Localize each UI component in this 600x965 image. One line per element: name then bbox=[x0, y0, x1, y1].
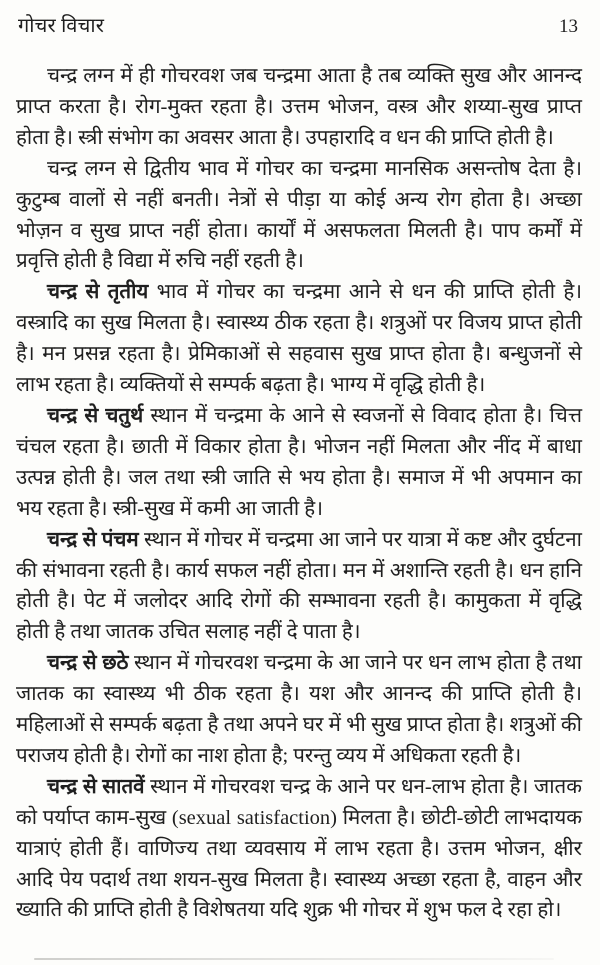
paragraph-third-house bbox=[16, 277, 582, 401]
paragraph-fifth-house bbox=[16, 525, 582, 649]
paragraph-sixth-house bbox=[16, 648, 582, 772]
running-title: गोचर विचार bbox=[18, 15, 105, 37]
paragraph-text: स्थान में चन्द्रमा के आने से स्वजनों से विवाद होता है। चित्त चंचल रहता है। छाती में विकार होता है। भोजन नहीं मिलता और नींद में बाधा उत्पन्न होती है। जल तथा स्त्री जाति से भय होता है। समाज में भी अपमान का भय रहता है। स्त्री-सुख में कमी आ जाती है। bbox=[16, 404, 582, 520]
paragraph-lead: चन्द्र से तृतीय bbox=[47, 281, 149, 304]
paragraph-second-house bbox=[16, 154, 582, 278]
paragraph-lead: चन्द्र से सातवें bbox=[47, 775, 145, 798]
paragraph-fourth-house bbox=[16, 401, 582, 525]
paragraph-seventh-house bbox=[16, 772, 582, 927]
paragraph-text: चन्द्र लग्न में ही गोचरवश जब चन्द्रमा आता है तब व्यक्ति सुख और आनन्द प्राप्त करता है। रोग-मुक्त रहता है। उत्तम भोजन, वस्त्र और शय्या-सुख प्राप्त होता है। स्त्री संभोग का अवसर आता है। उपहारादि व धन की प्राप्ति होती है। bbox=[16, 65, 582, 149]
paragraph-lead: चन्द्र से पंचम bbox=[47, 528, 139, 551]
paragraph-text: स्थान में गोचरवश चन्द्रमा के आ जाने पर धन लाभ होता है तथा जातक का स्वास्थ्य भी ठीक रहता है। यश और आनन्द की प्राप्ति होती है। महिलाओं से सम्पर्क बढ़ता है तथा अपने घर में भी सुख प्राप्त होता है। शत्रुओं की पराजय होती है। रोगों का नाश होता है; परन्तु व्यय में अधिकता रहती है। bbox=[16, 652, 582, 767]
paragraph-text: भाव में गोचर का चन्द्रमा आने से धन की प्राप्ति होती है। वस्त्रादि का सुख मिलता है। स्वास्थ्य ठीक रहता है। शत्रुओं पर विजय प्राप्त होती है। मन प्रसन्न रहता है। प्रेमिकाओं से सहवास सुख प्राप्त होता है। बन्धुजनों से लाभ रहता है। व्यक्तियों से सम्पर्क बढ़ता है। भाग्य में वृद्धि होती है। bbox=[16, 281, 582, 397]
paragraph-moon-lagna bbox=[16, 61, 582, 154]
paragraph-text: चन्द्र लग्न से द्वितीय भाव में गोचर का चन्द्रमा मानसिक असन्तोष देता है। कुटुम्ब वालों से नहीं बनती। नेत्रों से पीड़ा या कोई अन्य रोग होता है। अच्छा भोज़न व सुख प्राप्त नहीं होता। कार्यों में असफलता मिलती है। पाप कर्मों में प्रवृत्ति होती है विद्या में रुचि नहीं रहती है। bbox=[16, 157, 582, 273]
page-body bbox=[16, 61, 582, 926]
paragraph-lead: चन्द्र से चतुर्थ bbox=[47, 404, 144, 427]
page-number: 13 bbox=[559, 16, 578, 37]
paragraph-text: स्थान में गोचरवश चन्द्र के आने पर धन-लाभ होता है। जातक को पर्याप्त काम-सुख (sexual satisfaction) मिलता है। छोटी-छोटी लाभदायक यात्राएं होती हैं। वाणिज्य तथा व्यवसाय में लाभ रहता है। उत्तम भोजन, क्षीर आदि पेय पदार्थ तथा शयन-सुख मिलता है। स्वास्थ्य अच्छा रहता है, वाहन और ख्याति की प्राप्ति होती है विशेषतया यदि शुक्र भी गोचर में शुभ फल दे रहा हो। bbox=[16, 775, 582, 922]
scan-artifact-line bbox=[34, 958, 554, 960]
paragraph-lead: चन्द्र से छठे bbox=[47, 652, 129, 675]
page-header bbox=[0, 0, 600, 40]
paragraph-text: स्थान में गोचर में चन्द्रमा आ जाने पर यात्रा में कष्ट और दुर्घटना की संभावना रहती है। कार्य सफल नहीं होता। मन में अशान्ति रहती है। धन हानि होती है। पेट में जलोदर आदि रोगों की सम्भावना रहती है। कामुकता में वृद्धि होती है तथा जातक उचित सलाह नहीं दे पाता है। bbox=[16, 528, 582, 644]
